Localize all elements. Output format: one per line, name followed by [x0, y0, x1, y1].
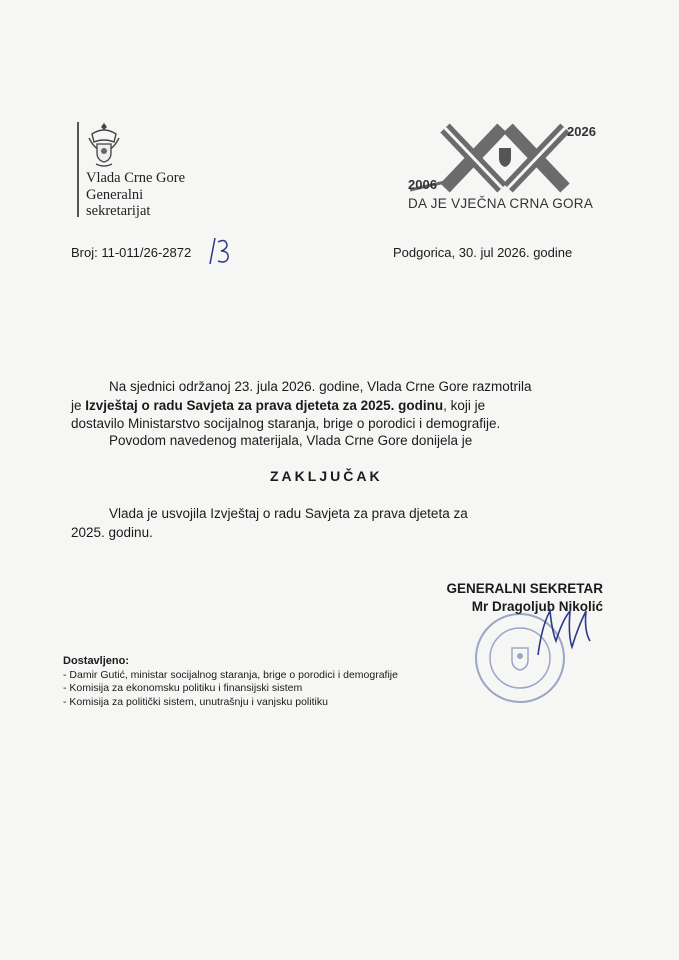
org-line-1: Vlada Crne Gore	[86, 170, 186, 186]
handwritten-signature	[530, 605, 600, 660]
distribution-item: - Damir Gutić, ministar socijalnog staranja, brige o porodici i demografije	[63, 668, 398, 681]
paragraph-line: Vlada je usvojila Izvještaj o radu Savjeta za prava djeteta za	[109, 506, 468, 521]
logo-year-end: 2026	[567, 124, 596, 139]
header-divider	[77, 122, 79, 217]
distribution-title: Dostavljeno:	[63, 655, 130, 667]
paragraph-line: Na sjednici održanoj 23. jula 2026. godine, Vlada Crne Gore razmotrila	[109, 379, 532, 394]
conclusion-heading: ZAKLJUČAK	[270, 468, 383, 484]
distribution-list	[63, 655, 398, 709]
paragraph-conclusion	[71, 505, 611, 542]
distribution-item: - Komisija za politički sistem, unutrašnju i vanjsku politiku	[63, 695, 328, 708]
paragraph-decision-intro: Povodom navedenog materijala, Vlada Crne Gore donijela je	[109, 433, 473, 448]
org-line-3: sekretarijat	[86, 203, 151, 219]
logo-tagline: DA JE VJEČNA CRNA GORA	[408, 196, 594, 211]
paragraph-session	[71, 378, 611, 434]
coat-of-arms-icon	[86, 120, 122, 168]
logo-year-start: 2006	[408, 177, 437, 192]
paragraph-line	[71, 397, 611, 416]
distribution-item: - Komisija za ekonomsku politiku i finansijski sistem	[63, 682, 303, 694]
handwritten-reference-suffix	[206, 236, 232, 266]
paragraph-line: 2025. godinu.	[71, 524, 153, 540]
text-fragment: je	[71, 397, 86, 413]
signatory-name: Mr Dragoljub Nikolić	[471, 599, 603, 614]
signatory-title: GENERALNI SEKRETAR	[446, 581, 603, 596]
place-and-date: Podgorica, 30. jul 2026. godine	[393, 245, 573, 260]
organization-name	[86, 170, 185, 220]
org-line-2: Generalni	[86, 186, 144, 203]
reference-number: Broj: 11-011/26-2872	[71, 245, 192, 260]
report-title: Izvještaj o radu Savjeta za prava djeteta za 2025. godinu	[85, 397, 444, 413]
text-fragment: , koji je	[443, 397, 486, 413]
paragraph-line: dostavilo Ministarstvo socijalnog staranja, brige o porodici i demografije.	[71, 416, 501, 431]
